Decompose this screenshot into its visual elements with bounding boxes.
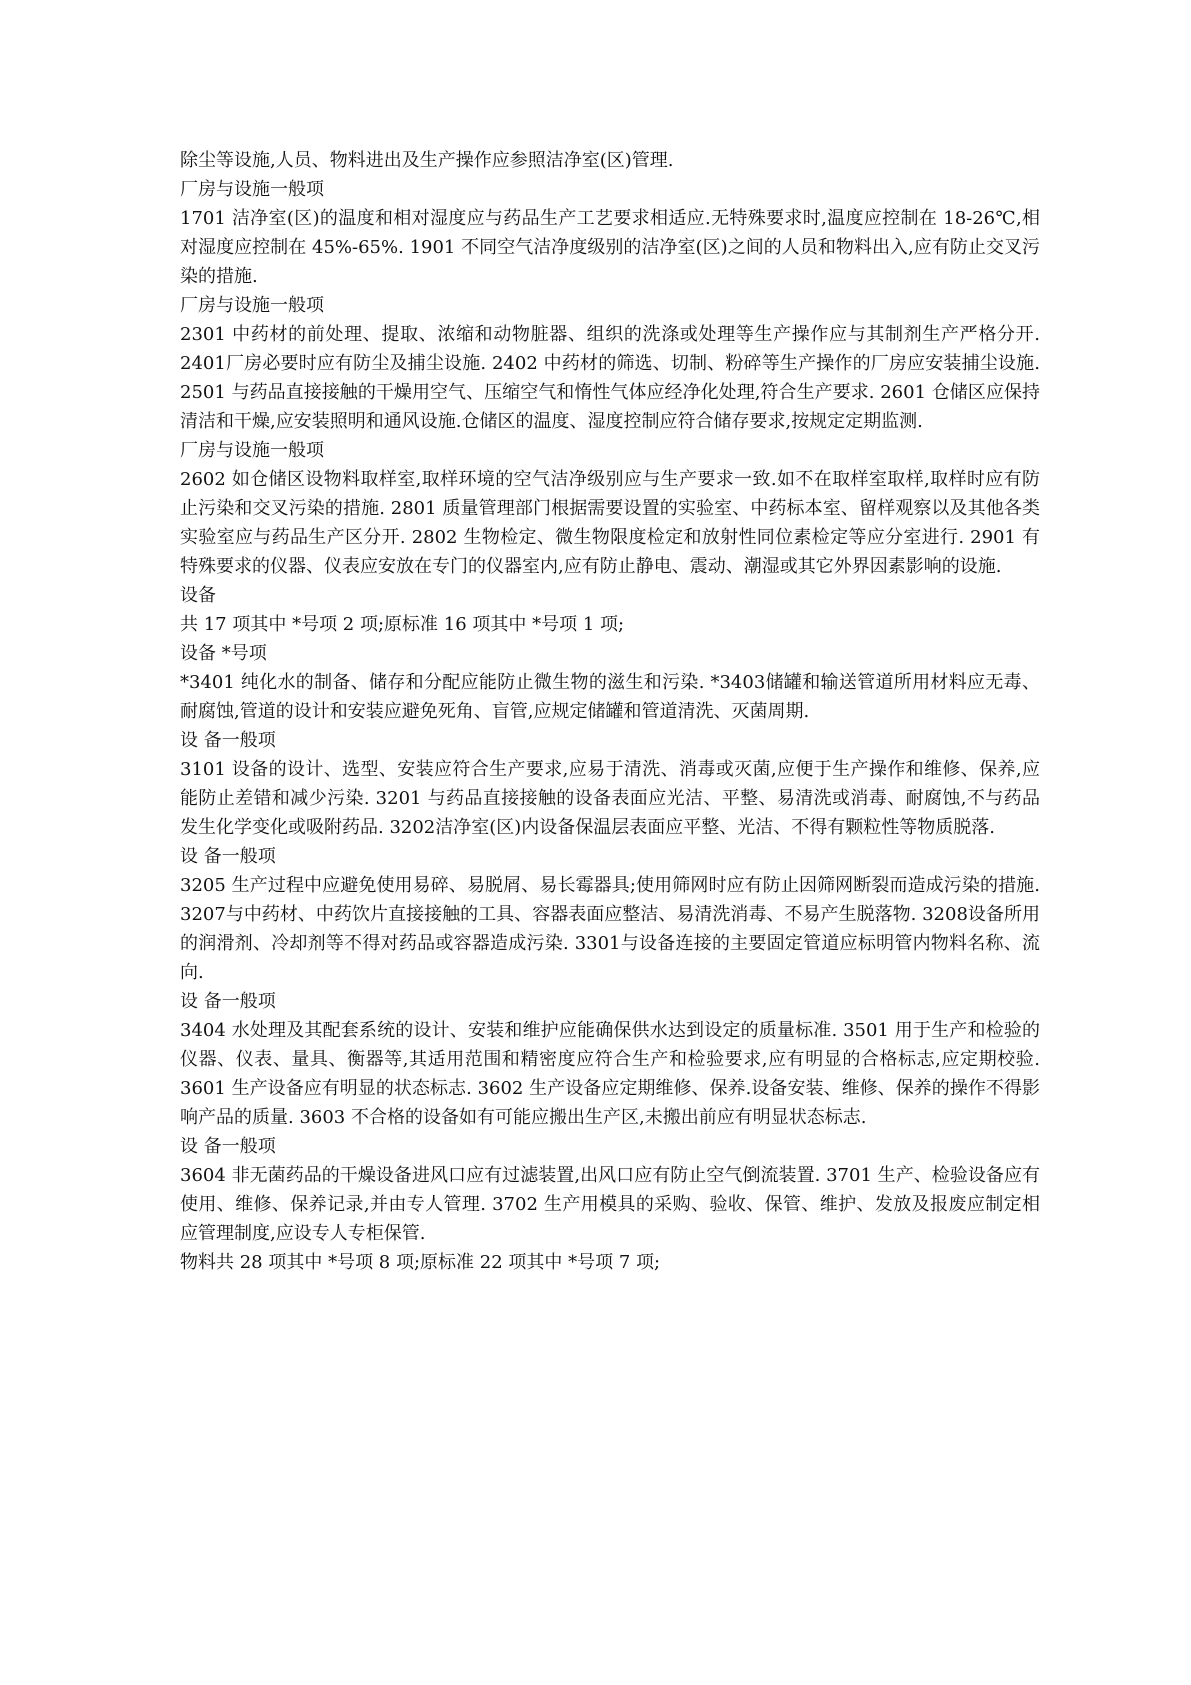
paragraph: *3401 纯化水的制备、储存和分配应能防止微生物的滋生和污染. *3403储罐和输送管道所用材料应无毒、耐腐蚀,管道的设计和安装应避免死角、盲管,应规定储罐和管道清洗、灭菌周期.	[180, 672, 1040, 722]
section-heading: 设 备一般项	[180, 1136, 276, 1157]
section-heading: 设 备一般项	[180, 991, 276, 1012]
section-heading: 设备	[180, 585, 216, 606]
paragraph: 1701 洁净室(区)的温度和相对湿度应与药品生产工艺要求相适应.无特殊要求时,温度应控制在 18-26℃,相对湿度应控制在 45%-65%. 1901 不同空气洁净度级别的洁净室(区)之间的人员和物料出入,应有防止交叉污染的措施.	[180, 208, 1040, 287]
paragraph: 除尘等设施,人员、物料进出及生产操作应参照洁净室(区)管理.	[180, 150, 674, 171]
section-heading: 厂房与设施一般项	[180, 179, 324, 200]
paragraph: 3205 生产过程中应避免使用易碎、易脱屑、易长霉器具;使用筛网时应有防止因筛网断裂而造成污染的措施. 3207与中药材、中药饮片直接接触的工具、容器表面应整洁、易清洗消毒、不易产生脱落物. 3208设备所用的润滑剂、冷却剂等不得对药品或容器造成污染. 3301与设备连接的主要固定管道应标明管内物料名称、流向.	[180, 875, 1046, 983]
paragraph: 3101 设备的设计、选型、安装应符合生产要求,应易于清洗、消毒或灭菌,应便于生产操作和维修、保养,应能防止差错和减少污染. 3201 与药品直接接触的设备表面应光洁、平整、易清洗或消毒、耐腐蚀,不与药品发生化学变化或吸附药品. 3202洁净室(区)内设备保温层表面应平整、光洁、不得有颗粒性等物质脱落.	[180, 759, 1040, 838]
section-heading: 设 备一般项	[180, 846, 276, 867]
section-heading: 设备 *号项	[180, 643, 267, 664]
summary-line: 物料共 28 项其中 *号项 8 项;原标准 22 项其中 *号项 7 项;	[180, 1252, 661, 1273]
paragraph: 3404 水处理及其配套系统的设计、安装和维护应能确保供水达到设定的质量标准. 3501 用于生产和检验的仪器、仪表、量具、衡器等,其适用范围和精密度应符合生产和检验要求,应有明显的合格标志,应定期校验. 3601 生产设备应有明显的状态标志. 3602 生产设备应定期维修、保养.设备安装、维修、保养的操作不得影响产品的质量. 3603 不合格的设备如有可能应搬出生产区,未搬出前应有明显状态标志.	[180, 1020, 1046, 1128]
section-heading: 设 备一般项	[180, 730, 276, 751]
paragraph: 2602 如仓储区设物料取样室,取样环境的空气洁净级别应与生产要求一致.如不在取样室取样,取样时应有防止污染和交叉污染的措施. 2801 质量管理部门根据需要设置的实验室、中药标本室、留样观察以及其他各类实验室应与药品生产区分开. 2802 生物检定、微生物限度检定和放射性同位素检定等应分室进行. 2901 有特殊要求的仪器、仪表应安放在专门的仪器室内,应有防止静电、震动、潮湿或其它外界因素影响的设施.	[180, 469, 1040, 577]
section-heading: 厂房与设施一般项	[180, 440, 324, 461]
paragraph: 2301 中药材的前处理、提取、浓缩和动物脏器、组织的洗涤或处理等生产操作应与其制剂生产严格分开. 2401厂房必要时应有防尘及捕尘设施. 2402 中药材的筛选、切制、粉碎等生产操作的厂房应安装捕尘设施. 2501 与药品直接接触的干燥用空气、压缩空气和惰性气体应经净化处理,符合生产要求. 2601 仓储区应保持清洁和干燥,应安装照明和通风设施.仓储区的温度、湿度控制应符合储存要求,按规定定期监测.	[180, 324, 1046, 432]
summary-line: 共 17 项其中 *号项 2 项;原标准 16 项其中 *号项 1 项;	[180, 614, 625, 635]
section-heading: 厂房与设施一般项	[180, 295, 324, 316]
paragraph: 3604 非无菌药品的干燥设备进风口应有过滤装置,出风口应有防止空气倒流装置. 3701 生产、检验设备应有使用、维修、保养记录,并由专人管理. 3702 生产用模具的采购、验收、保管、维护、发放及报废应制定相应管理制度,应设专人专柜保管.	[180, 1165, 1040, 1244]
document-page	[180, 146, 1046, 1277]
